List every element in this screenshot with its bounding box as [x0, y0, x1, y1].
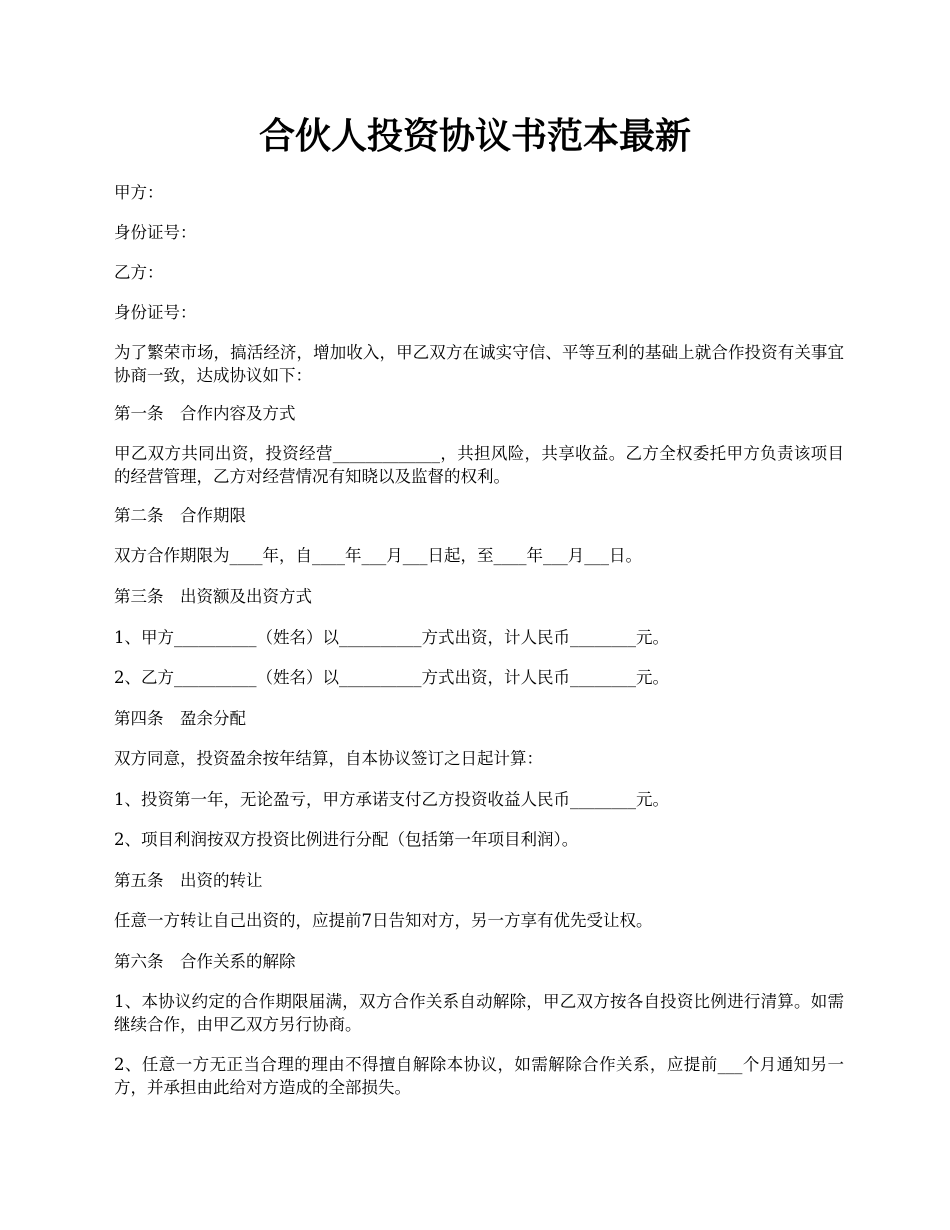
article-2-heading: 第二条 合作期限: [114, 506, 246, 525]
article-6-heading: 第六条 合作关系的解除: [114, 952, 296, 971]
article-6-clause-2: 2、任意一方无正当合理的理由不得擅自解除本协议，如需解除合作关系，应提前___个月通知另一方，并承担由此给对方造成的全部损失。: [114, 1055, 844, 1097]
article-3-heading: 第三条 出资额及出资方式: [114, 587, 312, 606]
party-a-id-label: 身份证号：: [114, 223, 197, 242]
article-2-body: 双方合作期限为____年，自____年___月___日起，至____年___月___日。: [114, 546, 642, 565]
article-5-body: 任意一方转让自己出资的，应提前7日告知对方，另一方享有优先受让权。: [114, 911, 653, 930]
article-4-clause-2: 2、项目利润按双方投资比例进行分配（包括第一年项目利润）。: [114, 830, 579, 849]
article-4-heading: 第四条 盈余分配: [114, 709, 246, 728]
document-title: 合伙人投资协议书范本最新: [258, 115, 691, 157]
article-3-clause-1: 1、甲方__________（姓名）以__________方式出资，计人民币________元。: [114, 628, 669, 647]
party-b-id-label: 身份证号：: [114, 303, 197, 322]
article-4-clause-1: 1、投资第一年，无论盈亏，甲方承诺支付乙方投资收益人民币________元。: [114, 790, 669, 809]
article-6-clause-1: 1、本协议约定的合作期限届满，双方合作关系自动解除，甲乙双方按各自投资比例进行清算。如需继续合作，由甲乙双方另行协商。: [114, 992, 844, 1034]
party-b-label: 乙方：: [114, 263, 164, 282]
article-1-body: 甲乙双方共同出资，投资经营_____________，共担风险，共享收益。乙方全权委托甲方负责该项目的经营管理，乙方对经营情况有知晓以及监督的权利。: [114, 444, 844, 486]
preamble-paragraph: 为了繁荣市场，搞活经济，增加收入，甲乙双方在诚实守信、平等互利的基础上就合作投资有关事宜协商一致，达成协议如下：: [114, 343, 844, 385]
article-5-heading: 第五条 出资的转让: [114, 871, 263, 890]
article-4-intro: 双方同意，投资盈余按年结算，自本协议签订之日起计算：: [114, 749, 543, 768]
party-a-label: 甲方：: [114, 183, 164, 202]
article-3-clause-2: 2、乙方__________（姓名）以__________方式出资，计人民币________元。: [114, 668, 669, 687]
article-1-heading: 第一条 合作内容及方式: [114, 404, 296, 423]
